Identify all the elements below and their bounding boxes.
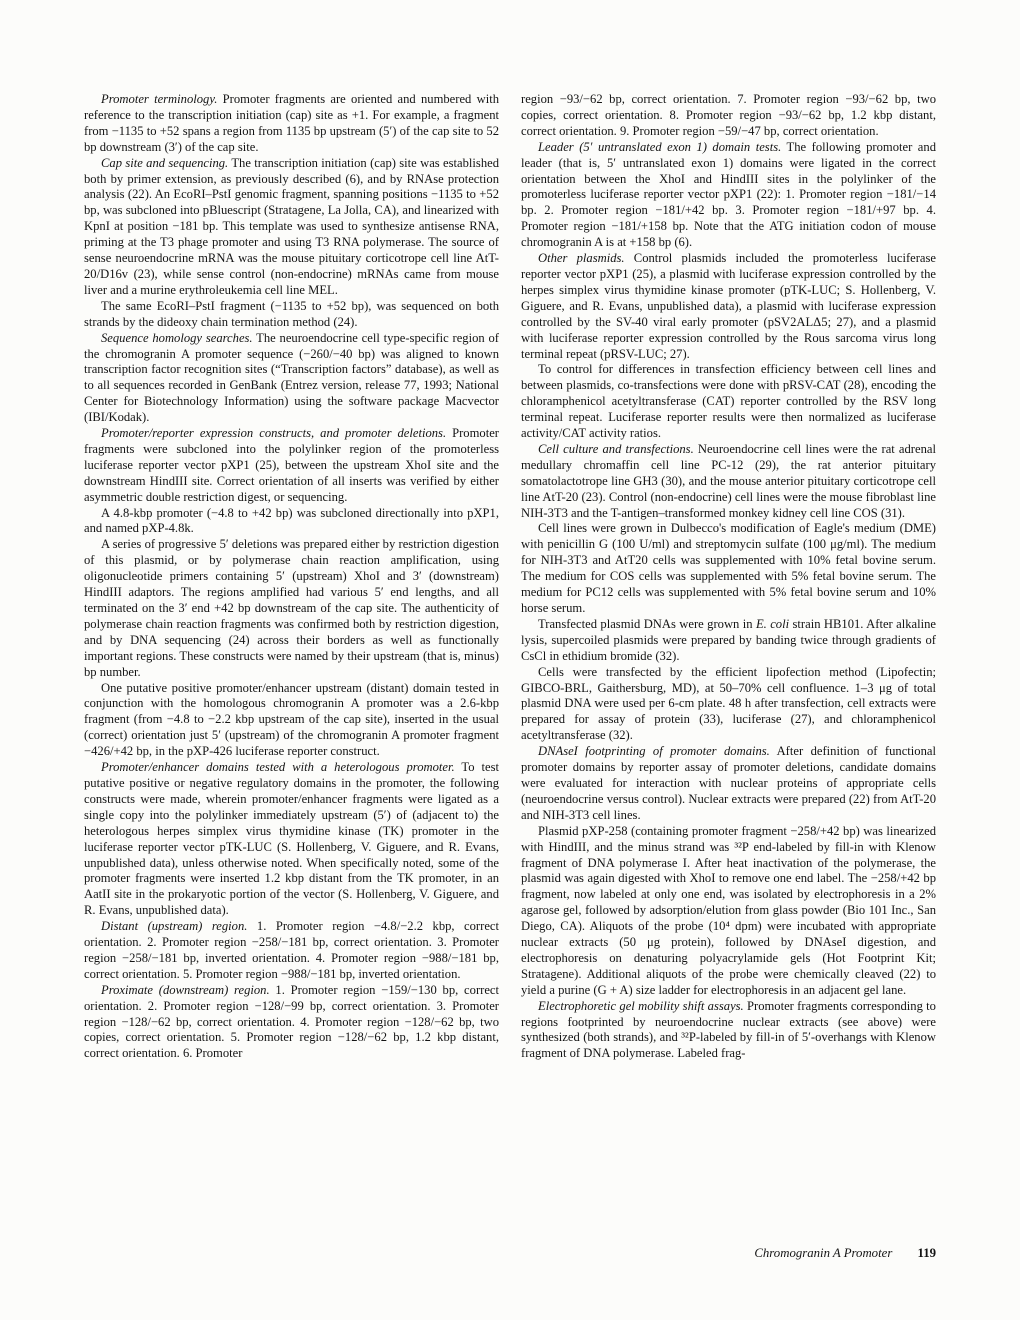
- paragraph: Leader (5′ untranslated exon 1) domain tests. The following promoter and leader (that is, 5′ untranslated exon 1) domains were ligated in the correct orientation between the XhoI and HindIII sites in the polylinker of the promoterless luciferase reporter vector pXP1 (22): 1. Promoter region −181/−14 bp. 2. Promoter region −181/+42 bp. 3. Promoter region −181/+97 bp. 4. Promoter region −181/+158 bp. Note that the ATG initiation codon of mouse chromogranin A is at +158 bp (6).: [521, 139, 936, 250]
- left-column: [84, 92, 499, 1062]
- paragraph: Promoter/reporter expression constructs, and promoter deletions. Promoter fragments were subcloned into the polylinker region of the promoterless luciferase reporter vector pXP1 (25), between the upstream XhoI site and the downstream HindIII site. Correct orientation of all inserts was verified by either asymmetric double restriction digest, or sequencing.: [84, 426, 499, 504]
- text-columns: [84, 92, 936, 1062]
- paragraph: Distant (upstream) region. 1. Promoter region −4.8/−2.2 kbp, correct orientation. 2. Promoter region −258/−181 bp, correct orientation. 3. Promoter region −258/−181 bp, inverted orientation. 4. Promoter region −988/−181 bp, correct orientation. 5. Promoter region −988/−181 bp, inverted orientation.: [84, 919, 499, 981]
- paragraph: region −93/−62 bp, correct orientation. 7. Promoter region −93/−62 bp, two copies, correct orientation. 8. Promoter region −93/−62 bp, 1.2 kbp distant, correct orientation. 9. Promoter region −59/−47 bp, correct orientation.: [521, 92, 936, 138]
- paragraph: Transfected plasmid DNAs were grown in E. coli strain HB101. After alkaline lysis, supercoiled plasmids were prepared by banding twice through gradients of CsCl in ethidium bromide (32).: [521, 616, 937, 663]
- page-number: 119: [917, 1246, 936, 1260]
- paragraph: Plasmid pXP-258 (containing promoter fragment −258/+42 bp) was linearized with HindIII, and the minus strand was ³²P end-labeled by fill-in with Klenow fragment of DNA polymerase I. After heat inactivation of the polymerase, the plasmid was again digested with XhoI to remove one end label. The −258/+42 bp fragment, now labeled at only one end, was isolated by electrophoresis in a 2% agarose gel, followed by adsorption/elution from glass powder (Bio 101 Inc., San Diego, CA). Aliquots of the probe (10⁴ dpm) were incubated with appropriate nuclear extracts (50 μg protein), followed by DNAseI digestion, and electrophoresis on denaturing polyacrylamide gels (Hot Footprint Kit; Stratagene). Additional aliquots of the probe were chemically cleaved (22) to yield a purine (G + A) size ladder for electrophoresis in an adjacent gel lane.: [521, 823, 936, 997]
- paragraph: Promoter/enhancer domains tested with a heterologous promoter. To test putative positive or negative regulatory domains in the promoter, the following constructs were made, wherein promoter/enhancer fragments were ligated as a single copy into the polylinker immediately upstream (5′) of (adjacent to) the heterologous herpes simplex virus thymidine kinase (TK) promoter in the luciferase reporter vector pTK-LUC (S. Hollenberg, V. Giguere, and R. Evans, unpublished data), unless otherwise noted. When specifically noted, some of the promoter fragments were inserted 1.2 kbp distant from the TK promoter, in an AatII site in the prokaryotic portion of the vector (S. Hollenberg, V. Giguere, and R. Evans, unpublished data).: [84, 760, 499, 918]
- paragraph: The same EcoRI–PstI fragment (−1135 to +52 bp), was sequenced on both strands by the dideoxy chain termination method (24).: [84, 298, 499, 329]
- paragraph: DNAseI footprinting of promoter domains. After definition of functional promoter domains by reporter assay of promoter deletions, candidate domains were evaluated for interaction with nuclear proteins of appropriate cells (neuroendocrine versus control). Nuclear extracts were prepared (22) from AtT-20 and NIH-3T3 cell lines.: [521, 744, 936, 822]
- paragraph: Cells were transfected by the efficient lipofection method (Lipofectin; GIBCO-BRL, Gaithersburg, MD), at 50–70% cell confluence. 1–3 μg of total plasmid DNA were used per 6-cm plate. 48 h after transfection, cell extracts were prepared for assay of protein (33), luciferase (27), and chloramphenicol acetyltransferase (32).: [521, 664, 936, 743]
- paragraph: One putative positive promoter/enhancer upstream (distant) domain tested in conjunction with the homologous chromogranin A promoter was a 2.6-kbp fragment (from −4.8 to −2.2 kbp upstream of the cap site), inserted in the usual (correct) orientation just 5′ (upstream) of the chromogranin A promoter fragment −426/+42 bp, in the pXP-426 luciferase reporter construct.: [84, 680, 499, 759]
- paragraph: Cell culture and transfections. Neuroendocrine cell lines were the rat adrenal medullary chromaffin cell line PC-12 (29), the rat anterior pituitary somatolactotrope line GH3 (30), and the mouse anterior pituitary corticotrope cell line AtT-20 (23). Control (non-endocrine) cell lines were the mouse fibroblast line NIH-3T3 and the T-antigen–transformed monkey kidney cell line COS (31).: [521, 441, 936, 520]
- paragraph: A series of progressive 5′ deletions was prepared either by restriction digestion of this plasmid, or by polymerase chain reaction amplification, using oligonucleotide primers containing 5′ (upstream) XhoI and 3′ (downstream) HindIII adaptors. The regions amplified had various 5′ end lengths, and all terminated on the 3′ end +42 bp downstream of the cap site. The authenticity of polymerase chain reaction fragments was confirmed both by restriction digestion, and by DNA sequencing (24) across their borders as well as functionally important regions. These constructs were named by their upstream (that is, minus) bp number.: [84, 537, 499, 679]
- page-footer: [84, 1246, 936, 1261]
- paragraph: Sequence homology searches. The neuroendocrine cell type-specific region of the chromogranin A promoter sequence (−260/−40 bp) was aligned to known transcription factor recognition sites (“Transcription factors” database), as well as to all sequences recorded in GenBank (Entrez version, release 77, 1993; National Center for Biotechnology Information) using the software package Macvector (IBI/Kodak).: [84, 330, 499, 425]
- paragraph: Proximate (downstream) region. 1. Promoter region −159/−130 bp, correct orientation. 2. Promoter region −128/−99 bp, correct orientation. 3. Promoter region −128/−62 bp, correct orientation. 4. Promoter region −128/−62 bp, two copies, correct orientation. 5. Promoter region −128/−62 bp, 1.2 kbp distant, correct orientation. 6. Promoter: [84, 982, 500, 1061]
- running-title: Chromogranin A Promoter: [754, 1246, 893, 1260]
- paragraph: To control for differences in transfection efficiency between cell lines and between plasmids, co-transfections were done with pRSV-CAT (28), encoding the chloramphenicol acetyltransferase (CAT) reporter controlled by the RSV long terminal repeat. Luciferase reporter results were then normalized as luciferase activity/CAT activity ratios.: [521, 362, 936, 441]
- paragraph: A 4.8-kbp promoter (−4.8 to +42 bp) was subcloned directionally into pXP1, and named pXP-4.8k.: [84, 505, 499, 536]
- right-column: [521, 92, 936, 1062]
- paragraph: Electrophoretic gel mobility shift assays. Promoter fragments corresponding to regions footprinted by neuroendocrine nuclear extracts (see above) were synthesized (both strands), and ³²P-labeled by fill-in of 5′-overhangs with Klenow fragment of DNA polymerase. Labeled frag-: [521, 998, 936, 1061]
- paragraph: Cap site and sequencing. The transcription initiation (cap) site was established both by primer extension, as previously described (6), and by RNAse protection analysis (22). An EcoRI–PstI genomic fragment, spanning positions −1135 to +52 bp, was subcloned into pBluescript (Stratagene, La Jolla, CA), and linearized with KpnI at position −181 bp. This template was used to synthesize antisense RNA, priming at the T3 phage promoter and using T3 RNA polymerase. The source of sense neuroendocrine mRNA was the mouse pituitary corticotrope cell line AtT-20/D16v (23), while sense control (non-endocrine) mRNAs came from mouse liver and a murine erythroleukemia cell line MEL.: [84, 155, 499, 297]
- paragraph: Promoter terminology. Promoter fragments are oriented and numbered with reference to the transcription initiation (cap) site as +1. For example, a fragment from −1135 to +52 spans a region from 1135 bp upstream (5′) of the cap site to 52 bp downstream (3′) of the cap site.: [84, 92, 499, 154]
- paragraph: Other plasmids. Control plasmids included the promoterless luciferase reporter vector pXP1 (25), a plasmid with luciferase expression controlled by the herpes simplex virus thymidine kinase promoter (pTK-LUC; S. Hollenberg, V. Giguere, and R. Evans, unpublished data), a plasmid with luciferase expression controlled by the SV-40 viral early promoter (pSV2ALΔ5; 27), and a plasmid with luciferase reporter expression controlled by the Rous sarcoma virus long terminal repeat (pRSV-LUC; 27).: [521, 251, 936, 361]
- paragraph: Cell lines were grown in Dulbecco's modification of Eagle's medium (DME) with penicillin G (100 U/ml) and streptomycin sulfate (100 μg/ml). The medium for NIH-3T3 and AtT20 cells was supplemented with 10% fetal bovine serum. The medium for COS cells was supplemented with 5% fetal bovine serum. The medium for PC12 cells was supplemented with 5% fetal bovine serum and 10% horse serum.: [521, 521, 936, 615]
